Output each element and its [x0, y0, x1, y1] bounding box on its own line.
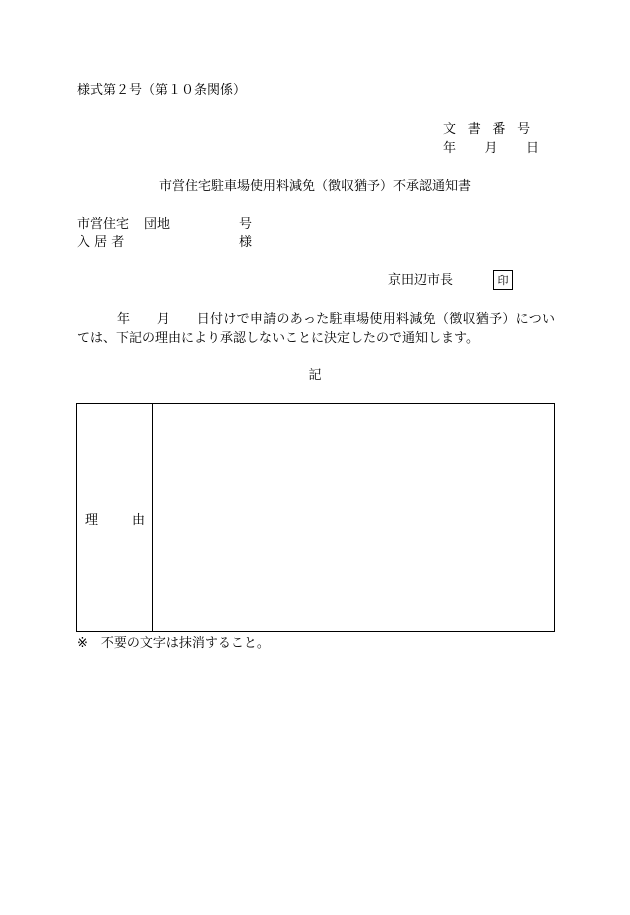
honorific: 様	[239, 235, 253, 250]
document-title: 市営住宅駐車場使用料減免（徴収猶予）不承認通知書	[158, 179, 471, 194]
reason-value-field[interactable]	[153, 404, 554, 631]
reason-table	[76, 403, 555, 632]
date-year-label: 年	[443, 141, 457, 156]
building-label: 号	[239, 217, 253, 232]
reason-label-cell	[77, 404, 153, 631]
date-month-label: 月	[484, 141, 498, 156]
housing-label: 市営住宅	[77, 217, 130, 232]
reason-label-right: 由	[131, 513, 145, 528]
date-day-label: 日	[525, 141, 539, 156]
addressee-housing-line	[77, 217, 253, 232]
reason-label	[85, 514, 145, 527]
seal-stamp: 印	[493, 270, 513, 290]
sender-name: 京田辺市長	[388, 273, 454, 288]
document-number-label: 文書番号	[443, 122, 542, 137]
reason-label-left: 理	[85, 513, 99, 528]
form-number: 様式第２号（第１０条関係）	[77, 83, 247, 98]
body-text: 年 月 日付けで申請のあった駐車場使用料減免（徴収猶予）については、下記の理由により承認しないことに決定したので通知します。	[77, 312, 555, 346]
addressee-resident-line	[77, 235, 253, 250]
ki-heading: 記	[308, 368, 322, 383]
document-date	[443, 142, 539, 155]
resident-label: 入 居 者	[77, 235, 125, 250]
footnote: ※ 不要の文字は抹消すること。	[77, 636, 270, 651]
complex-label: 団地	[144, 217, 171, 232]
